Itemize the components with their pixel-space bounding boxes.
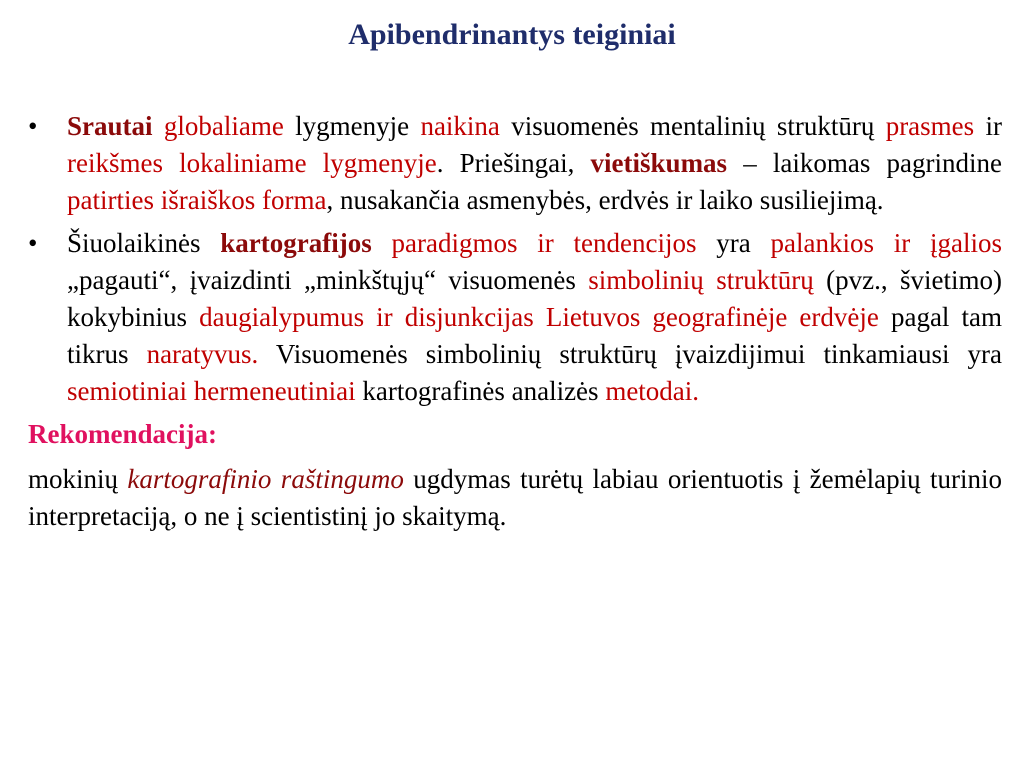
term-semiotiniai: semiotiniai hermeneutiniai [67,376,356,406]
text-span: – laikomas pagrindine [727,148,1002,178]
term-simboliniu: simbolinių struktūrų [588,265,814,295]
text-span: ugdymas turėtų labiau orientuotis į žemėlapių turinio interpretaciją, o ne į scientistinį jo skaitymą. [28,464,1002,531]
term-daugialypumus: daugialypumus ir disjunkcijas Lietuvos geografinėje erdvėje [199,302,879,332]
text-span [153,111,164,141]
term-prasmes: prasmes [885,111,975,141]
text-span: (pvz., švietimo) kokybinius [67,265,1002,332]
term-naratyvus: naratyvus. [146,339,259,369]
text-span: visuomenės mentalinių struktūrų [499,111,886,141]
bullet-marker: • [28,228,38,258]
term-naikina: naikina [420,111,500,141]
text-span: mokinių [28,464,128,494]
text-span: ir [974,111,1002,141]
recommendation-heading: Rekomendacija: [28,419,217,449]
bullet-marker: • [28,111,38,141]
bullet-item-cartography [28,225,1002,410]
text-span: yra [696,228,771,258]
text-span: Šiuolaikinės [67,228,221,258]
recommendation-text [28,461,1002,535]
term-vietiskumas: vietiškumas [590,148,728,178]
slide-content [28,108,1002,535]
text-span: lygmenyje [283,111,421,141]
text-span: pagal tam tikrus [67,302,1003,369]
term-reiksmes: reikšmes lokaliniame lygmenyje [67,148,437,178]
text-span: Visuomenės simbolinių struktūrų įvaizdijimui tinkamiausi yra [258,339,1002,369]
term-patirties: patirties išraiškos forma [67,185,327,215]
term-metodai: metodai. [605,376,700,406]
term-srautai: Srautai [67,111,153,141]
term-globaliame: globaliame [163,111,284,141]
text-span: „pagauti“, įvaizdinti „minkštųjų“ visuomenės [67,265,589,295]
page-title: Apibendrinantys teiginiai [348,18,676,51]
text-span: kartografinės analizės [355,376,606,406]
bullet-item-flows [28,108,1002,219]
term-paradigmos: paradigmos ir tendencijos [391,228,697,258]
text-span: . Priešingai, [436,148,591,178]
term-kartografijos: kartografijos [220,228,372,258]
term-palankios: palankios ir įgalios [770,228,1003,258]
text-span: , nusakančia asmenybės, erdvės ir laiko susiliejimą. [326,185,884,215]
term-kartografinio-rastingumo: kartografinio raštingumo [127,464,404,494]
text-span [372,228,392,258]
